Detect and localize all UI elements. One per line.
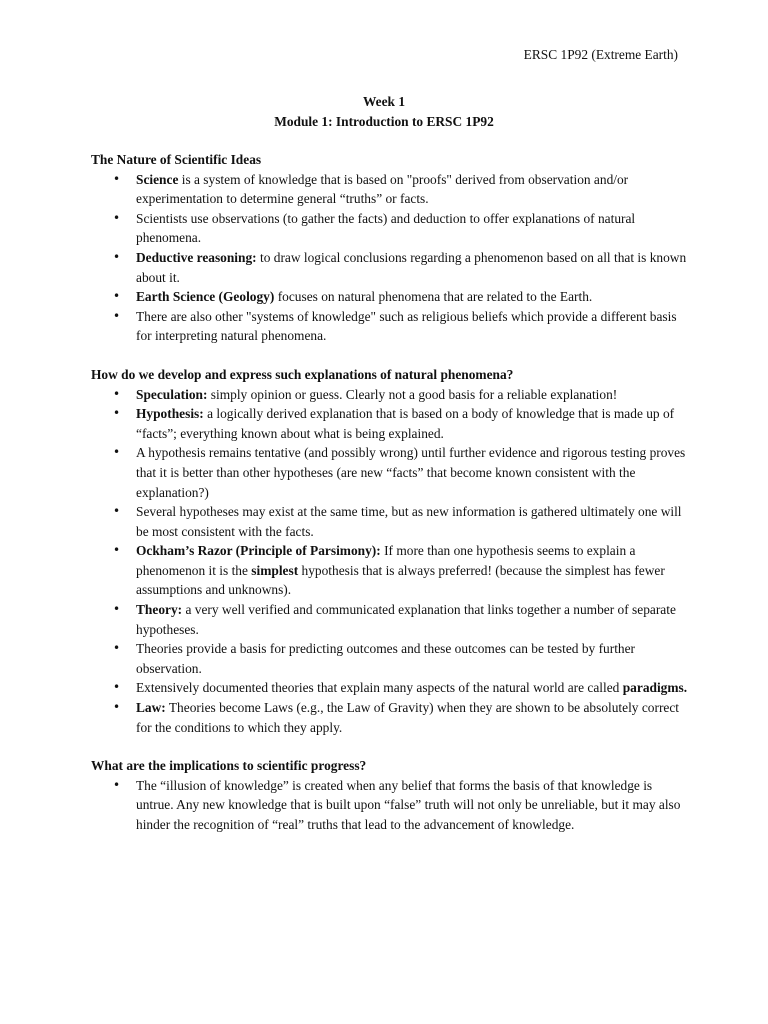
list-item: • Earth Science (Geology) focuses on natural phenomena that are related to the Earth. — [91, 287, 691, 307]
list-item: • A hypothesis remains tentative (and possibly wrong) until further evidence and rigorous testing proves that it is better than other hypotheses (are new “facts” that become known consistent with the explanation?) — [91, 443, 691, 502]
course-header: ERSC 1P92 (Extreme Earth) — [523, 47, 678, 62]
week-title: Week 1 — [362, 94, 406, 109]
section-heading: What are the implications to scientific progress? — [91, 758, 367, 774]
list-item: • Theories provide a basis for predicting outcomes and these outcomes can be tested by further observation. — [91, 639, 691, 678]
list-item: • Speculation: simply opinion or guess. Clearly not a good basis for a reliable explanation! — [91, 385, 691, 405]
bullet-list — [91, 776, 691, 835]
list-item: • Hypothesis: a logically derived explanation that is based on a body of knowledge that is made up of “facts”; everything known about what is being explained. — [91, 404, 691, 443]
bullet-list — [91, 385, 691, 738]
list-item: • Scientists use observations (to gather the facts) and deduction to offer explanations of natural phenomena. — [91, 209, 691, 248]
list-item: • Theory: a very well verified and communicated explanation that links together a number of separate hypotheses. — [91, 600, 691, 639]
title-block — [0, 92, 768, 131]
list-item: • Deductive reasoning: to draw logical conclusions regarding a phenomenon based on all that is known about it. — [91, 248, 691, 287]
list-item: • Law: Theories become Laws (e.g., the Law of Gravity) when they are shown to be absolutely correct for the conditions to which they apply. — [91, 698, 691, 737]
bullet-list — [91, 170, 691, 346]
section-heading: How do we develop and express such explanations of natural phenomena? — [91, 366, 514, 382]
list-item: • Ockham’s Razor (Principle of Parsimony): If more than one hypothesis seems to explain a phenomenon it is the simplest hypothesis that is always preferred! (because the simplest has fewer assumptions and unknowns). — [91, 541, 691, 600]
section-heading: The Nature of Scientific Ideas — [91, 152, 262, 167]
list-item: • Science is a system of knowledge that is based on "proofs" derived from observation and/or experimentation to determine general “truths” or facts. — [91, 170, 691, 209]
module-title: Module 1: Introduction to ERSC 1P92 — [274, 113, 494, 129]
document-body — [91, 150, 691, 854]
list-item: • Several hypotheses may exist at the same time, but as new information is gathered ultimately one will be most consistent with the facts. — [91, 502, 691, 541]
list-item: • There are also other "systems of knowledge" such as religious beliefs which provide a different basis for interpreting natural phenomena. — [91, 307, 691, 346]
list-item: • The “illusion of knowledge” is created when any belief that forms the basis of that knowledge is untrue. Any new knowledge that is built upon “false” truth will not only be unreliable, but it may also hinder the recognition of “real” truths that lead to the advancement of knowledge. — [91, 776, 691, 835]
list-item: • Extensively documented theories that explain many aspects of the natural world are called paradigms. — [91, 678, 691, 698]
section-implications — [91, 756, 691, 834]
section-nature-of-scientific-ideas — [91, 150, 691, 346]
section-explanations — [91, 365, 691, 737]
